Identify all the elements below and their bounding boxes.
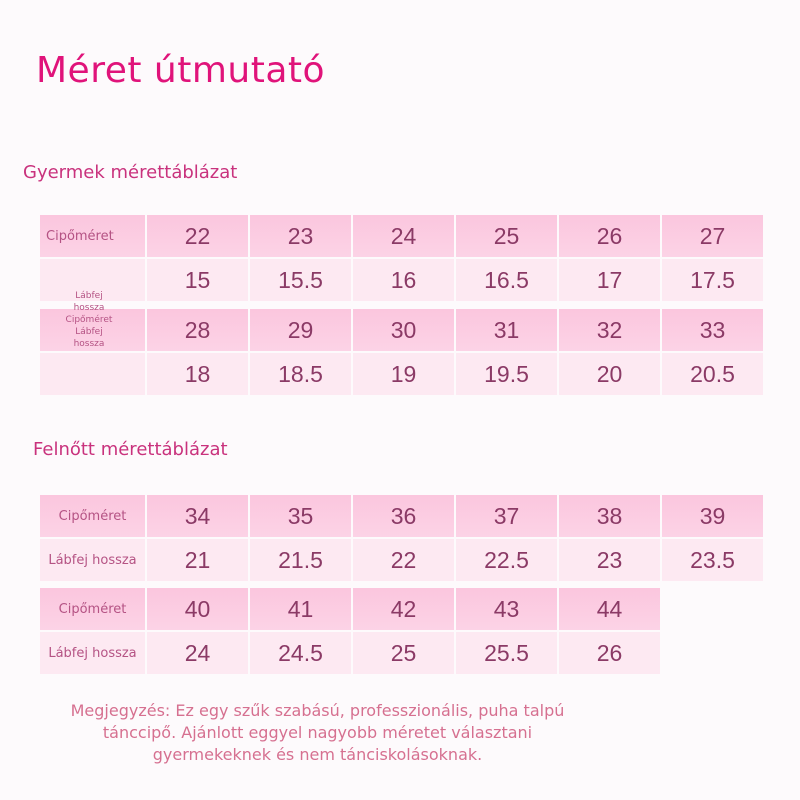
row-label-shoe-size: Cipőméret [40,215,145,257]
size-cell: 41 [250,588,351,630]
size-cell: 37 [456,495,557,537]
foot-length-cell: 24.5 [250,632,351,674]
adult-size-table-2 [40,588,660,674]
fit-note [40,700,595,766]
foot-length-cell: 19 [353,353,454,395]
adult-chart-heading: Felnőtt mérettáblázat [33,439,228,460]
overlap-label: hossza [73,339,105,349]
fit-note-line: gyermekeknek és nem tánciskolásoknak. [152,745,483,764]
children-overlap-labels [44,290,134,350]
size-cell: 26 [559,215,660,257]
page-title: Méret útmutató [36,50,326,91]
foot-length-cell: 16 [353,259,454,301]
foot-length-cell: 21 [147,539,248,581]
foot-length-cell: 22.5 [456,539,557,581]
row-label-shoe-size: Cipőméret [40,495,145,537]
row-label-shoe-size: Cipőméret [40,588,145,630]
size-cell: 27 [662,215,763,257]
foot-length-cell: 15.5 [250,259,351,301]
children-size-table-2 [40,309,763,395]
row-label-foot-length: Lábfej hossza [40,632,145,674]
size-cell: 39 [662,495,763,537]
foot-length-cell: 20.5 [662,353,763,395]
size-cell: 23 [250,215,351,257]
size-cell: 22 [147,215,248,257]
foot-length-cell: 18.5 [250,353,351,395]
children-size-table-1 [40,215,763,301]
foot-length-cell: 25 [353,632,454,674]
size-cell: 43 [456,588,557,630]
foot-length-cell: 17.5 [662,259,763,301]
size-cell: 44 [559,588,660,630]
foot-length-cell: 21.5 [250,539,351,581]
adult-size-table-1 [40,495,763,581]
foot-length-cell: 23.5 [662,539,763,581]
size-cell: 32 [559,309,660,351]
size-cell: 25 [456,215,557,257]
foot-length-cell: 17 [559,259,660,301]
size-cell: 31 [456,309,557,351]
overlap-label: Lábfej [75,291,103,301]
overlap-label: Cipőméret [65,315,113,325]
foot-length-cell: 18 [147,353,248,395]
size-cell: 29 [250,309,351,351]
foot-length-cell: 24 [147,632,248,674]
size-cell: 34 [147,495,248,537]
foot-length-cell: 15 [147,259,248,301]
size-cell: 24 [353,215,454,257]
row-label-foot-length: Lábfej hossza [40,539,145,581]
row-label-empty [40,353,145,395]
foot-length-cell: 23 [559,539,660,581]
foot-length-cell: 16.5 [456,259,557,301]
size-cell: 35 [250,495,351,537]
overlap-label: Lábfej [75,327,103,337]
size-cell: 36 [353,495,454,537]
size-cell: 42 [353,588,454,630]
size-cell: 40 [147,588,248,630]
fit-note-line: Megjegyzés: Ez egy szűk szabású, professzionális, puha talpú [70,701,565,720]
overlap-label: hossza [73,303,105,313]
foot-length-cell: 20 [559,353,660,395]
foot-length-cell: 26 [559,632,660,674]
size-cell: 33 [662,309,763,351]
foot-length-cell: 25.5 [456,632,557,674]
size-cell: 30 [353,309,454,351]
size-cell: 38 [559,495,660,537]
children-chart-heading: Gyermek mérettáblázat [23,162,238,183]
foot-length-cell: 19.5 [456,353,557,395]
size-cell: 28 [147,309,248,351]
fit-note-line: tánccipő. Ajánlott eggyel nagyobb méretet választani [102,723,533,742]
foot-length-cell: 22 [353,539,454,581]
